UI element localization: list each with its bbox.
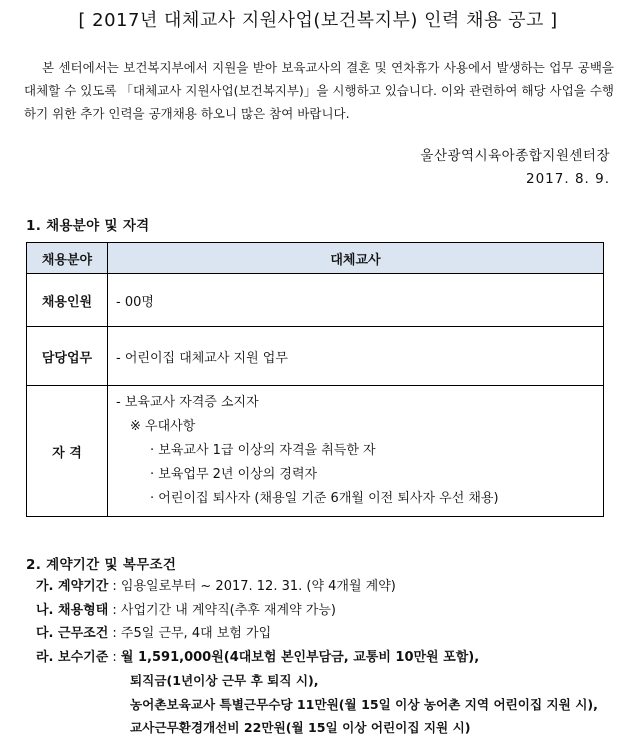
row-label: 담당업무	[27, 327, 108, 386]
preference-item: · 보육업무 2년 이상의 경력자	[150, 467, 318, 482]
term-label: 라. 보수기준	[36, 649, 109, 665]
section-heading-recruitment: 1. 채용분야 및 자격	[26, 218, 150, 234]
contract-terms	[36, 575, 598, 740]
term-separator: :	[108, 649, 121, 665]
row-value: - 어린이집 대체교사 지원 업무	[108, 327, 604, 386]
table-row	[27, 274, 604, 327]
row-label: 채용인원	[27, 274, 108, 327]
organization-name: 울산광역시육아종합지원센터장	[420, 148, 610, 164]
table-row-qualification	[27, 386, 604, 517]
pay-continuation-line: 퇴직금(1년이상 근무 후 퇴직 시),	[130, 673, 319, 688]
term-label: 가. 계약기간	[36, 579, 109, 594]
row-value: - 00명	[108, 274, 604, 327]
term-value: 월 1,591,000원(4대보험 본인부담금, 교통비 10만원 포함),	[120, 649, 480, 665]
preference-item: · 어린이집 퇴사자 (채용일 기준 6개월 이전 퇴사자 우선 채용)	[150, 491, 499, 506]
table-header-row	[27, 243, 604, 274]
term-separator: :	[108, 602, 121, 618]
term-value: 사업기간 내 계약직(추후 재계약 가능)	[120, 602, 336, 618]
term-value: 임용일로부터 ~ 2017. 12. 31. (약 4개월 계약)	[120, 579, 396, 594]
term-separator: :	[108, 579, 121, 594]
header-field-cell: 채용분야	[27, 243, 108, 274]
term-work-conditions	[36, 622, 598, 646]
intro-paragraph: 본 센터에서는 보건복지부에서 지원을 받아 보육교사의 결혼 및 연차휴가 사용에서 발생하는 업무 공백을 대체할 수 있도록 「대체교사 지원사업(보건복지부)」을 시행하고 있습니다. 이와 관련하여 해당 사업을 수행하기 위한 추가 인력을 공개채용 하오니 많은 참여 바랍니다.	[24, 60, 614, 121]
pay-continuation-line: 교사근무환경개선비 22만원(월 15일 이상 어린이집 지원 시)	[130, 720, 471, 735]
preference-item: · 보육교사 1급 이상의 자격을 취득한 자	[150, 443, 376, 458]
term-label: 나. 채용형태	[36, 602, 109, 618]
qualification-main: - 보육교사 자격증 소지자	[116, 395, 259, 410]
term-separator: :	[108, 626, 121, 641]
section-heading-contract: 2. 계약기간 및 복무조건	[26, 557, 177, 573]
announcement-date: 2017. 8. 9.	[526, 171, 610, 187]
qualification-cell	[108, 386, 604, 517]
term-label: 다. 근무조건	[36, 626, 109, 641]
table-row	[27, 327, 604, 386]
term-pay-standard	[36, 646, 598, 670]
term-employment-type	[36, 599, 598, 623]
page-title: [ 2017년 대체교사 지원사업(보건복지부) 인력 채용 공고 ]	[78, 10, 558, 31]
term-contract-period	[36, 575, 598, 599]
row-label: 자 격	[27, 386, 108, 517]
term-value: 주5일 근무, 4대 보험 가입	[120, 626, 272, 641]
header-value-cell: 대체교사	[108, 243, 604, 274]
preference-note: ※ 우대사항	[130, 419, 196, 434]
recruitment-table	[26, 242, 604, 517]
pay-continuation-line: 농어촌보육교사 특별근무수당 11만원(월 15일 이상 농어촌 지역 어린이집 지원 시),	[130, 696, 598, 712]
